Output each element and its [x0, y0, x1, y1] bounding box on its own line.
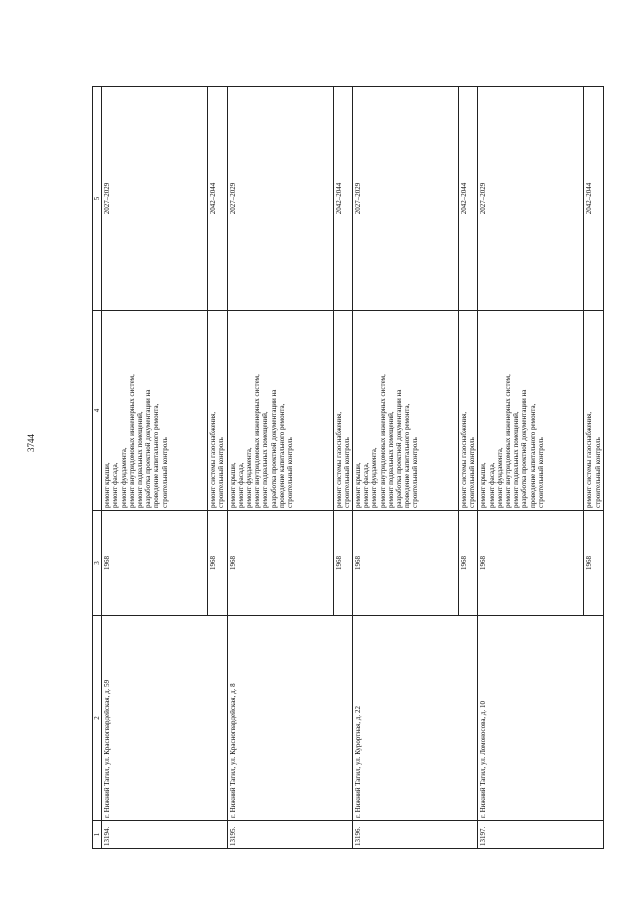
- row-number: 13196.: [353, 821, 478, 849]
- rotated-table-container: [92, 86, 600, 849]
- work-list: ремонт крыши, ремонт фасада, ремонт фундамента, ремонт внутридомовых инженерных систем, ремонт подвальных помещений, разработка проектной документации на проведение капитального ремонта, строительный контроль: [102, 311, 208, 511]
- work-list: ремонт системы газоснабжения, строительный контроль: [459, 311, 478, 511]
- work-list: ремонт крыши, ремонт фасада, ремонт фундамента, ремонт внутридомовых инженерных систем, ремонт подвальных помещений, разработка проектной документации на проведение капитального ремонта, строительный контроль: [353, 311, 459, 511]
- work-list: ремонт системы газоснабжения, строительный контроль: [208, 311, 227, 511]
- period: 2042–2044: [333, 87, 352, 311]
- col-header-2: 2: [93, 616, 102, 821]
- build-year: 1968: [333, 511, 352, 616]
- period: 2027–2029: [102, 87, 208, 311]
- col-header-1: 1: [93, 821, 102, 849]
- table-row: [227, 87, 333, 849]
- address: г. Нижний Тагил, ул. Красногвардейская, д. 59: [102, 616, 227, 821]
- period: 2042–2044: [459, 87, 478, 311]
- table-row: [102, 87, 208, 849]
- work-list: ремонт системы газоснабжения, строительный контроль: [333, 311, 352, 511]
- work-list: ремонт крыши, ремонт фасада, ремонт фундамента, ремонт внутридомовых инженерных систем, ремонт подвальных помещений, разработка проектной документации на проведение капитального ремонта, строительный контроль: [478, 311, 584, 511]
- column-number-row: [93, 87, 102, 849]
- table-row: [353, 87, 459, 849]
- col-header-5: 5: [93, 87, 102, 311]
- row-number: 13197.: [478, 821, 603, 849]
- period: 2027–2029: [227, 87, 333, 311]
- row-number: 13194.: [102, 821, 227, 849]
- address: г. Нижний Тагил, ул. Курортная, д. 22: [353, 616, 478, 821]
- col-header-4: 4: [93, 311, 102, 511]
- period: 2027–2029: [353, 87, 459, 311]
- address: г. Нижний Тагил, ул. Красногвардейская, д. 8: [227, 616, 352, 821]
- build-year: 1968: [353, 511, 459, 616]
- page-number: 3744: [26, 434, 36, 452]
- build-year: 1968: [478, 511, 584, 616]
- build-year: 1968: [227, 511, 333, 616]
- work-list: ремонт системы газоснабжения, строительный контроль: [584, 311, 603, 511]
- work-list: ремонт крыши, ремонт фасада, ремонт фундамента, ремонт внутридомовых инженерных систем, ремонт подвальных помещений, разработка проектной документации на проведение капитального ремонта, строительный контроль: [227, 311, 333, 511]
- repair-schedule-table: [92, 86, 604, 849]
- period: 2042–2044: [584, 87, 603, 311]
- row-number: 13195.: [227, 821, 352, 849]
- build-year: 1968: [208, 511, 227, 616]
- build-year: 1968: [459, 511, 478, 616]
- period: 2042–2044: [208, 87, 227, 311]
- col-header-3: 3: [93, 511, 102, 616]
- build-year: 1968: [584, 511, 603, 616]
- period: 2027–2029: [478, 87, 584, 311]
- build-year: 1968: [102, 511, 208, 616]
- address: г. Нижний Тагил, ул. Ломоносова, д. 10: [478, 616, 603, 821]
- table-row: [478, 87, 584, 849]
